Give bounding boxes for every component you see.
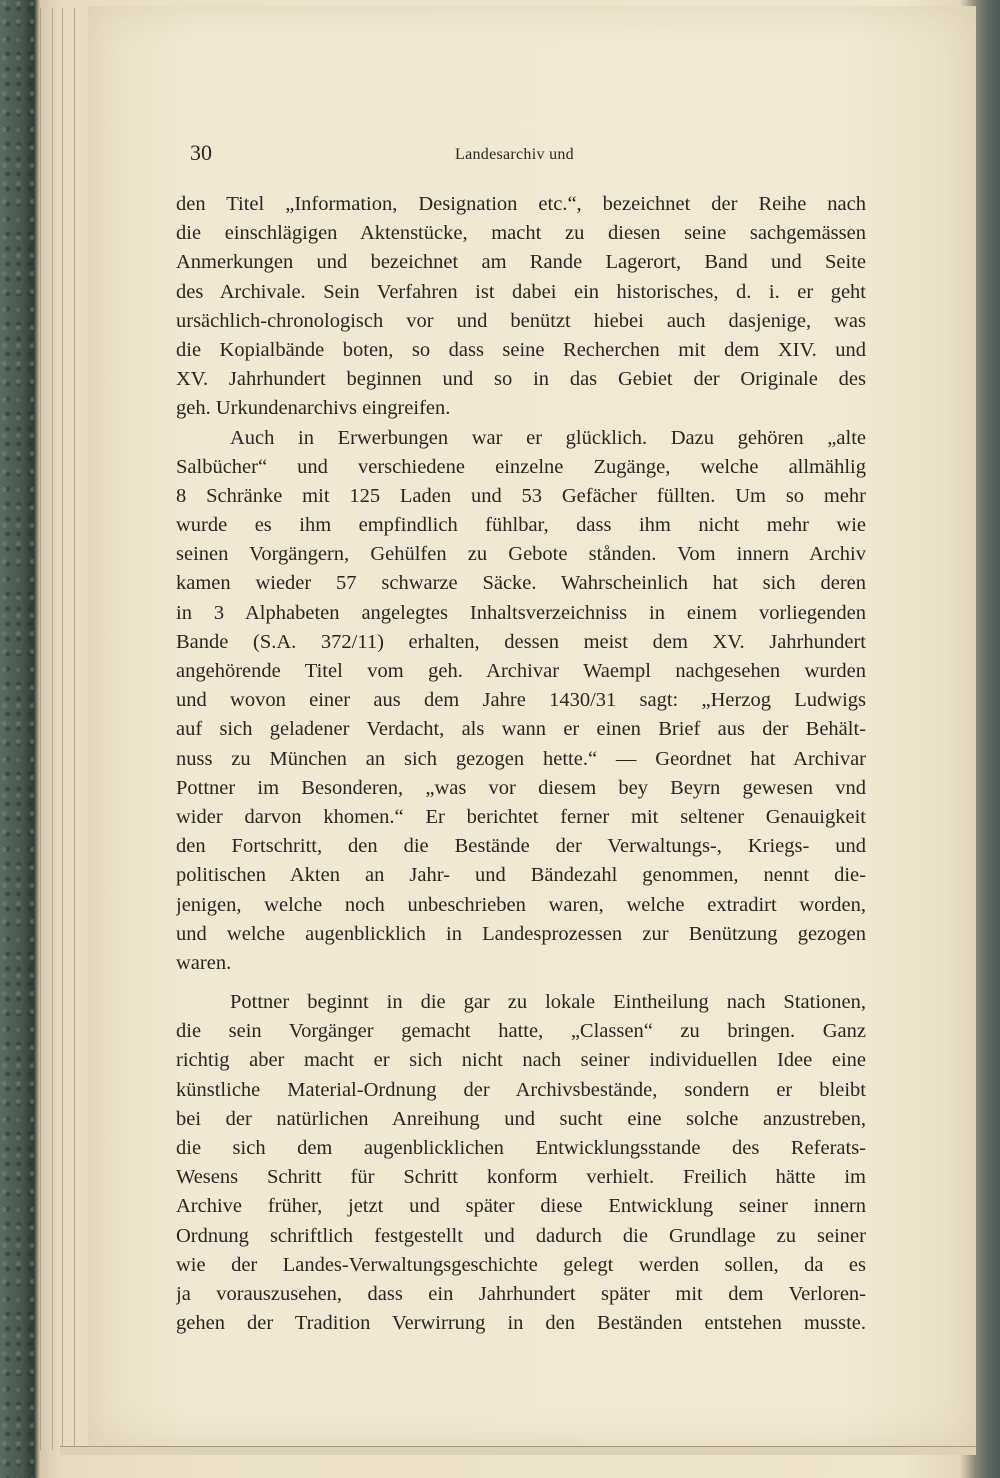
text-line: politischen Akten an Jahr- und Bändezahl genommen, nennt die- [176,864,866,887]
paragraph [176,190,866,424]
text-line: auf sich geladener Verdacht, als wann er einen Brief aus der Behält- [176,718,866,741]
text-line: Salbücher“ und verschiedene einzelne Zugänge, welche allmählig [176,455,866,478]
text-line: jenigen, welche noch unbeschrieben waren, welche extradirt worden, [176,893,866,916]
text-line: wurde es ihm empfindlich fühlbar, dass ihm nicht mehr wie [176,514,866,537]
text-line: gehen der Tradition Verwirrung in den Beständen entstehen musste. [176,1312,866,1335]
text-line: Pottner im Besonderen, „was vor diesem bey Beyrn gewesen vnd [176,776,866,799]
text-line: waren. [176,951,232,974]
text-line: angehörende Titel vom geh. Archivar Waempl nachgesehen wurden [176,660,866,682]
text-line: Anmerkungen und bezeichnet am Rande Lagerort, Band und Seite [176,251,866,274]
text-line: die einschlägigen Aktenstücke, macht zu diesen seine sachgemässen [176,222,866,245]
page-edge-line [40,8,41,1450]
text-line: den Titel „Information, Designation etc.“, bezeichnet der Reihe nach [176,193,866,215]
paragraph [176,424,866,979]
page-edge-line [52,8,53,1450]
book-spine-edge [0,0,34,1478]
text-line: wie der Landes-Verwaltungsgeschichte gelegt werden sollen, da es [176,1253,866,1276]
text-line: die sein Vorgänger gemacht hatte, „Classen“ zu bringen. Ganz [176,1020,866,1043]
text-line: ja vorauszusehen, dass ein Jahrhundert später mit dem Verloren- [176,1282,866,1305]
text-line: wider darvon khomen.“ Er berichtet ferner mit seltener Genauigkeit [176,805,866,828]
text-line: Pottner beginnt in die gar zu lokale Eintheilung nach Stationen, [230,991,866,1014]
page-edge-line [74,8,75,1450]
text-line: Archive früher, jetzt und später diese Entwicklung seiner innern [176,1195,866,1218]
text-line: Auch in Erwerbungen war er glücklich. Dazu gehören „alte [230,426,866,449]
text-line: Ordnung schriftlich festgestellt und dadurch die Grundlage zu seiner [176,1224,866,1247]
text-line: ursächlich-chronologisch vor und benützt hiebei auch dasjenige, was [176,309,866,332]
text-line: Bande (S.A. 372/11) erhalten, dessen meist dem XV. Jahrhundert [176,630,866,653]
text-line: in 3 Alphabeten angelegtes Inhaltsverzeichniss in einem vorliegenden [176,601,866,624]
text-line: nuss zu München an sich gezogen hette.“ — Geordnet hat Archivar [176,747,866,770]
text-line: den Fortschritt, den die Bestände der Verwaltungs-, Kriegs- und [176,835,866,858]
text-line: die sich dem augenblicklichen Entwicklungsstande des Referats- [176,1137,866,1159]
text-line: die Kopialbände boten, so dass seine Recherchen mit dem XIV. und [176,338,866,361]
running-head: Landesarchiv und [455,146,574,163]
text-line: Wesens Schritt für Schritt konform verhielt. Freilich hätte im [176,1166,866,1189]
text-line: seinen Vorgängern, Gehülfen zu Gebote stånden. Vom innern Archiv [176,543,866,566]
page-bottom-edge [60,1446,976,1455]
text-line: 8 Schränke mit 125 Laden und 53 Gefächer füllten. Um so mehr [176,484,866,507]
text-line: geh. Urkundenarchivs eingreifen. [176,397,451,420]
page-header [190,140,860,170]
text-line: kamen wieder 57 schwarze Säcke. Wahrscheinlich hat sich deren [176,572,866,595]
text-line: XV. Jahrhundert beginnen und so in das Gebiet der Originale des [176,368,866,391]
text-line: des Archivale. Sein Verfahren ist dabei ein historisches, d. i. er geht [176,280,866,303]
text-line: richtig aber macht er sich nicht nach seiner individuellen Idee eine [176,1049,866,1072]
page-number: 30 [190,140,212,165]
page-edge-line [62,8,63,1450]
text-line: bei der natürlichen Anreihung und sucht eine solche anzustreben, [176,1107,866,1130]
body-text [176,190,866,1338]
text-line: und welche augenblicklich in Landesprozessen zur Benützung gezogen [176,922,866,945]
text-line: und wovon einer aus dem Jahre 1430/31 sagt: „Herzog Ludwigs [176,689,866,712]
text-line: künstliche Material-Ordnung der Archivsbestände, sondern er bleibt [176,1078,866,1101]
paragraph [176,988,866,1338]
